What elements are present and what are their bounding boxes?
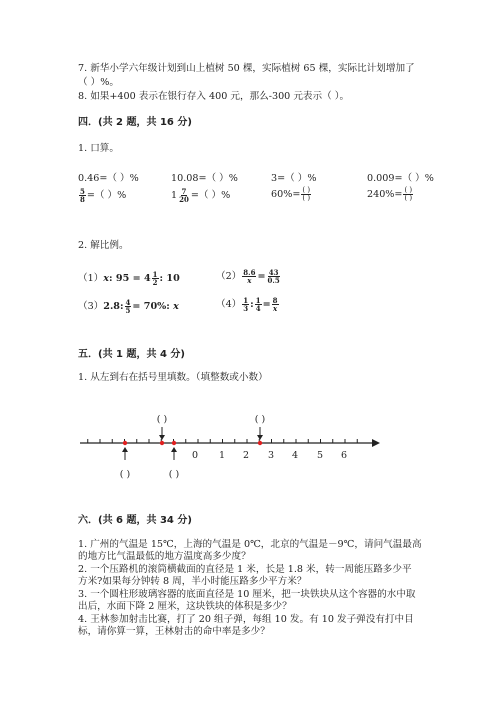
fraction — [403, 187, 413, 202]
word-problem-line-5: 3. 一个圆柱形玻璃容器的底面直径是 10 厘米，把一块铁块从这个容器的水中取 — [78, 589, 416, 600]
tick-labels — [192, 450, 347, 461]
word-problem-line-2: 的地方比气温最低的地方温度高多少度？ — [78, 551, 251, 562]
oral-calc-1: 0.46=（ ）% — [78, 173, 139, 184]
section-4-title: 四．(共 2 题，共 16 分) — [78, 117, 192, 128]
down-arrow-icon — [257, 427, 263, 440]
down-arrow-icon — [159, 427, 165, 440]
word-problem-line-3: 2. 一个压路机的滚筒横截面的直径是 1 米，长是 1.8 米，转一周能压路多少平 — [78, 564, 412, 575]
numerator: 7 — [181, 187, 187, 196]
word-problem-line-1: 1. 广州的气温是 15℃，上海的气温是 0℃，北京的气温是－9℃，请问气温最高 — [78, 539, 422, 550]
denominator: 20 — [179, 195, 189, 204]
section-4-q2-label: 2. 解比例。 — [78, 240, 129, 251]
item-label: （3） — [78, 301, 104, 312]
word-problem-line-6: 出后，水面下降 2 厘米，这块铁块的体积是多少？ — [78, 601, 292, 612]
tick-label-6: 6 — [340, 450, 348, 461]
oral-calc-5 — [78, 187, 126, 203]
red-point-marker — [172, 441, 176, 445]
expression-tail: : 10 — [159, 273, 180, 284]
tick-label-2: 2 — [242, 450, 250, 461]
denominator: ( ) — [404, 194, 413, 202]
arrow-head-icon — [372, 439, 380, 447]
numerator: 1 — [152, 270, 158, 279]
up-arrow-icon — [171, 447, 177, 460]
fraction — [272, 297, 279, 312]
oral-calc-8 — [367, 187, 414, 202]
fraction — [255, 297, 262, 312]
numerator: 43 — [268, 268, 279, 277]
numerator: ( ) — [302, 186, 311, 194]
colon: : — [250, 299, 254, 310]
proportion-2 — [216, 268, 282, 284]
item-label: （4） — [216, 299, 242, 310]
word-problem-line-7: 4. 王林参加射击比赛，打了 20 组子弹，每组 10 发。有 10 发子弹没有打中目 — [78, 614, 414, 625]
numerator: 8 — [272, 296, 278, 305]
proportion-1 — [78, 270, 180, 286]
expression-middle: : 95 = 4 — [109, 273, 151, 284]
tick-label-5: 5 — [316, 450, 324, 461]
numerator: 1 — [243, 296, 249, 305]
numerator: 4 — [125, 298, 131, 307]
oral-calc-3: 3=（ ）% — [271, 173, 317, 184]
tick-marks — [88, 439, 358, 443]
answer-blank-top-1[interactable]: ( ) — [156, 414, 168, 425]
expression-head: 2.8: — [103, 301, 124, 312]
tick-label-3: 3 — [267, 450, 275, 461]
red-point-marker — [123, 441, 127, 445]
red-point-marker — [258, 441, 262, 445]
section-6-title: 六．(共 6 题，共 34 分) — [78, 515, 192, 526]
numerator: ( ) — [404, 186, 413, 194]
section-5-q1-label: 1. 从左到右在括号里填数。（填整数或小数） — [78, 372, 268, 383]
answer-blank-bottom-2[interactable]: ( ) — [168, 469, 180, 480]
fraction — [79, 188, 86, 203]
up-arrow-icon — [122, 447, 128, 460]
number-line-diagram — [0, 400, 500, 490]
answer-blank-bottom-1[interactable]: ( ) — [119, 469, 131, 480]
fraction — [242, 297, 249, 312]
red-point-marker — [160, 441, 164, 445]
denominator: x — [272, 304, 278, 313]
section-5-title: 五．(共 1 题，共 4 分) — [78, 349, 185, 360]
denominator: 2 — [152, 278, 158, 287]
section-4-q1-label: 1. 口算。 — [78, 143, 119, 154]
equals-sign: = — [257, 271, 266, 282]
expression-tail: = 70%: — [132, 301, 174, 312]
fraction — [267, 269, 281, 284]
denominator: 3 — [243, 304, 249, 313]
oral-calc-4: 0.009=（ ）% — [367, 173, 434, 184]
oral-calc-2: 10.08=（ ）% — [171, 173, 238, 184]
tick-label-1: 1 — [218, 450, 226, 461]
question-7-line-2: （ ）%。 — [78, 77, 119, 88]
variable: x — [173, 301, 179, 312]
equals-sign: = — [262, 299, 271, 310]
denominator: 8 — [80, 195, 85, 204]
tick-label-0: 0 — [191, 450, 199, 461]
oral-calc-7 — [271, 187, 312, 202]
word-problem-line-4: 方米?如果每分钟转 8 周，半小时能压路多少平方米？ — [78, 576, 307, 587]
denominator: ( ) — [302, 194, 311, 202]
denominator: 0.5 — [267, 276, 280, 285]
answer-blank-top-2[interactable]: ( ) — [254, 414, 266, 425]
proportion-3 — [78, 298, 179, 314]
fraction — [152, 271, 159, 286]
denominator: x — [247, 276, 252, 285]
variable: x — [103, 273, 110, 284]
question-8: 8. 如果+400 表示在银行存入 400 元，那么-300 元表示（ ）。 — [78, 91, 350, 102]
item-label: （2） — [216, 271, 242, 282]
expression-head: 240%= — [367, 189, 403, 200]
proportion-4 — [216, 296, 280, 312]
item-label: （1） — [78, 273, 104, 284]
denominator: 4 — [255, 304, 261, 313]
expression-tail: =（ ）% — [86, 190, 127, 201]
expression-tail: =（ ）% — [190, 190, 231, 201]
fraction — [125, 299, 132, 314]
numerator: 8.6 — [243, 268, 256, 277]
numerator: 5 — [80, 187, 85, 196]
fraction — [178, 188, 190, 203]
question-7-line-1: 7. 新华小学六年级计划到山上植树 50 棵，实际植树 65 棵，实际比计划增加了 — [78, 63, 415, 74]
word-problem-line-8: 标，请你算一算，王林射击的命中率是多少？ — [78, 626, 270, 637]
numerator: 1 — [255, 296, 261, 305]
fraction — [242, 269, 256, 284]
fraction — [301, 187, 311, 202]
denominator: 5 — [125, 306, 131, 315]
whole-part: 1 — [171, 190, 178, 201]
expression-head: 60%= — [271, 189, 301, 200]
oral-calc-6 — [171, 187, 230, 203]
tick-label-4: 4 — [291, 450, 299, 461]
